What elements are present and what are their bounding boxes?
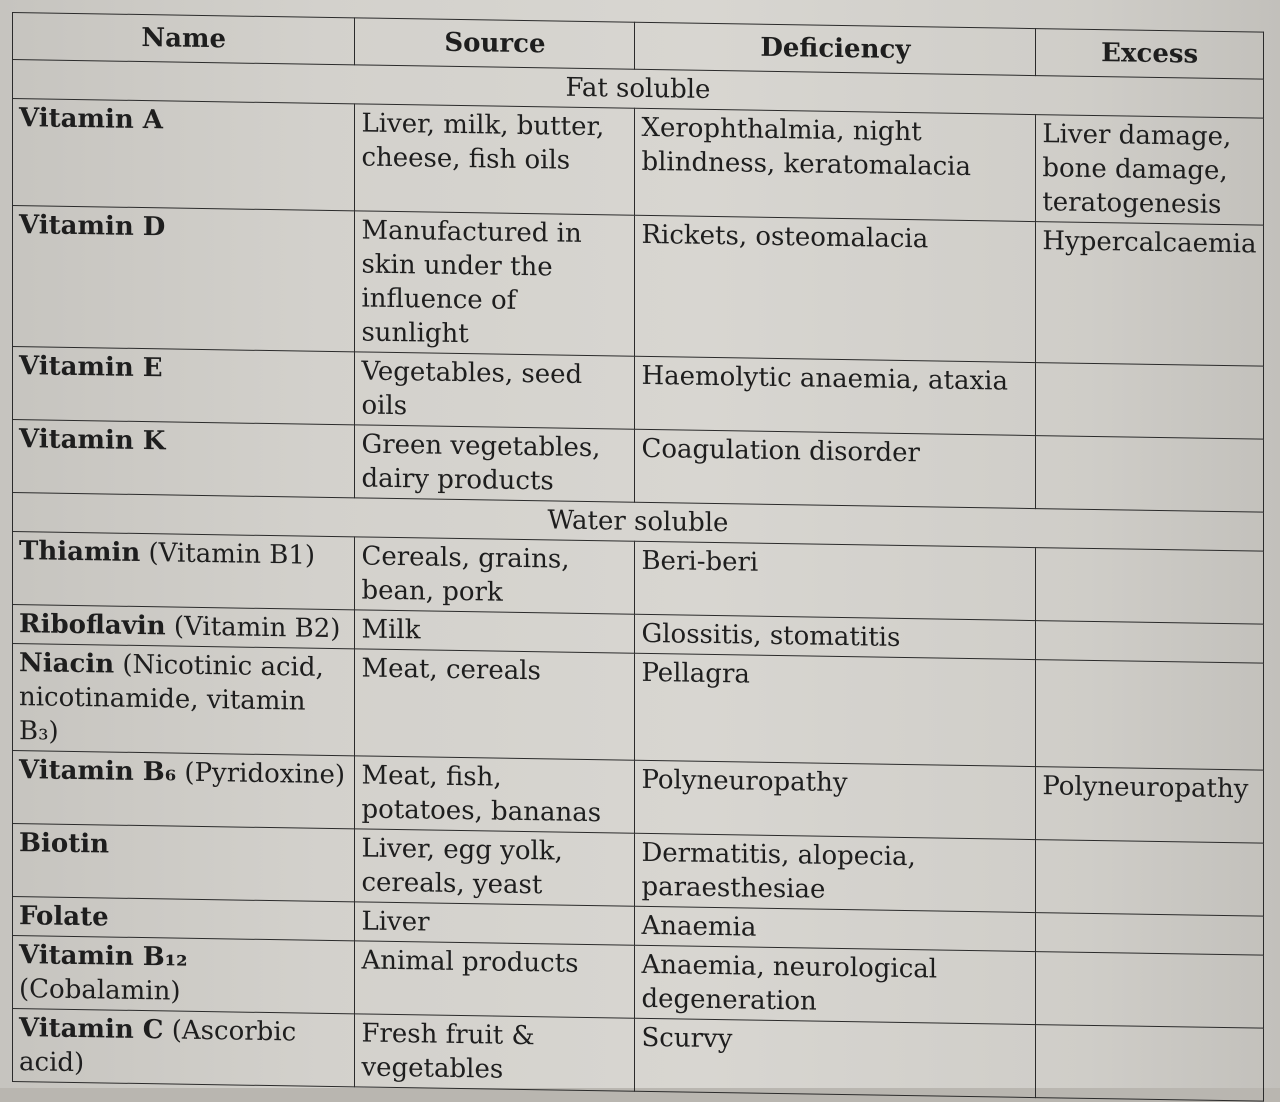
cell-deficiency: Anaemia [635,906,1036,951]
cell-name: Vitamin A [13,99,355,211]
cell-source: Liver [355,902,635,945]
cell-name: Vitamin B₁₂ (Cobalamin) [13,936,355,1014]
section-water-soluble: Water soluble [13,493,1264,552]
header-excess: Excess [1036,29,1264,80]
cell-source: Liver, milk, butter, cheese, fish oils [355,104,635,215]
cell-source: Meat, cereals [355,649,635,760]
cell-deficiency: Glossitis, stomatitis [635,614,1036,659]
table-row [13,644,1264,771]
cell-name: Riboflavin (Vitamin B2) [13,605,355,649]
cell-name: Vitamin C (Ascorbic acid) [13,1009,355,1087]
section-fat-soluble: Fat soluble [13,60,1264,119]
cell-excess [1036,913,1264,956]
vitamin-table [12,12,1264,1102]
cell-deficiency: Rickets, osteomalacia [635,215,1036,362]
cell-name: Thiamin (Vitamin B1) [13,532,355,610]
cell-source: Manufactured in skin under the influence of sunlight [355,211,635,356]
header-deficiency: Deficiency [635,22,1036,75]
cell-deficiency: Polyneuropathy [635,760,1036,839]
cell-name: Vitamin D [13,206,355,352]
cell-excess [1036,548,1264,625]
cell-excess [1036,436,1264,513]
cell-deficiency: Pellagra [635,653,1036,766]
table-row [13,99,1264,226]
cell-source: Green vegetables, dairy products [355,425,635,502]
cell-source: Vegetables, seed oils [355,352,635,429]
cell-name: Niacin (Nicotinic acid, nicotinamide, vitamin B₃) [13,644,355,756]
cell-name: Folate [13,897,355,941]
cell-name: Vitamin K [13,420,355,498]
cell-deficiency: Beri-beri [635,541,1036,620]
cell-excess: Liver damage, bone damage, teratogenesis [1036,115,1264,226]
cell-source: Liver, egg yolk, cereals, yeast [355,829,635,906]
cell-source: Fresh fruit & vegetables [355,1014,635,1091]
cell-excess [1036,363,1264,440]
cell-excess [1036,952,1264,1029]
cell-excess: Hypercalcaemia [1036,222,1264,367]
cell-name: Vitamin B₆ (Pyridoxine) [13,751,355,829]
cell-source: Animal products [355,941,635,1018]
cell-excess [1036,840,1264,917]
header-source: Source [355,18,635,69]
table-row [13,206,1264,367]
cell-name: Biotin [13,824,355,902]
cell-excess [1036,621,1264,664]
cell-deficiency: Xerophthalmia, night blindness, keratomalacia [635,108,1036,221]
cell-excess [1036,660,1264,771]
cell-deficiency: Coagulation disorder [635,429,1036,508]
header-name: Name [13,13,355,65]
cell-excess: Polyneuropathy [1036,767,1264,844]
cell-source: Meat, fish, potatoes, bananas [355,756,635,833]
cell-deficiency: Dermatitis, alopecia, paraesthesiae [635,833,1036,912]
cell-source: Cereals, grains, bean, pork [355,537,635,614]
cell-name: Vitamin E [13,347,355,425]
cell-deficiency: Haemolytic anaemia, ataxia [635,356,1036,435]
cell-source: Milk [355,610,635,653]
cell-deficiency: Anaemia, neurological degeneration [635,945,1036,1024]
cell-excess [1036,1025,1264,1102]
cell-deficiency: Scurvy [635,1018,1036,1097]
